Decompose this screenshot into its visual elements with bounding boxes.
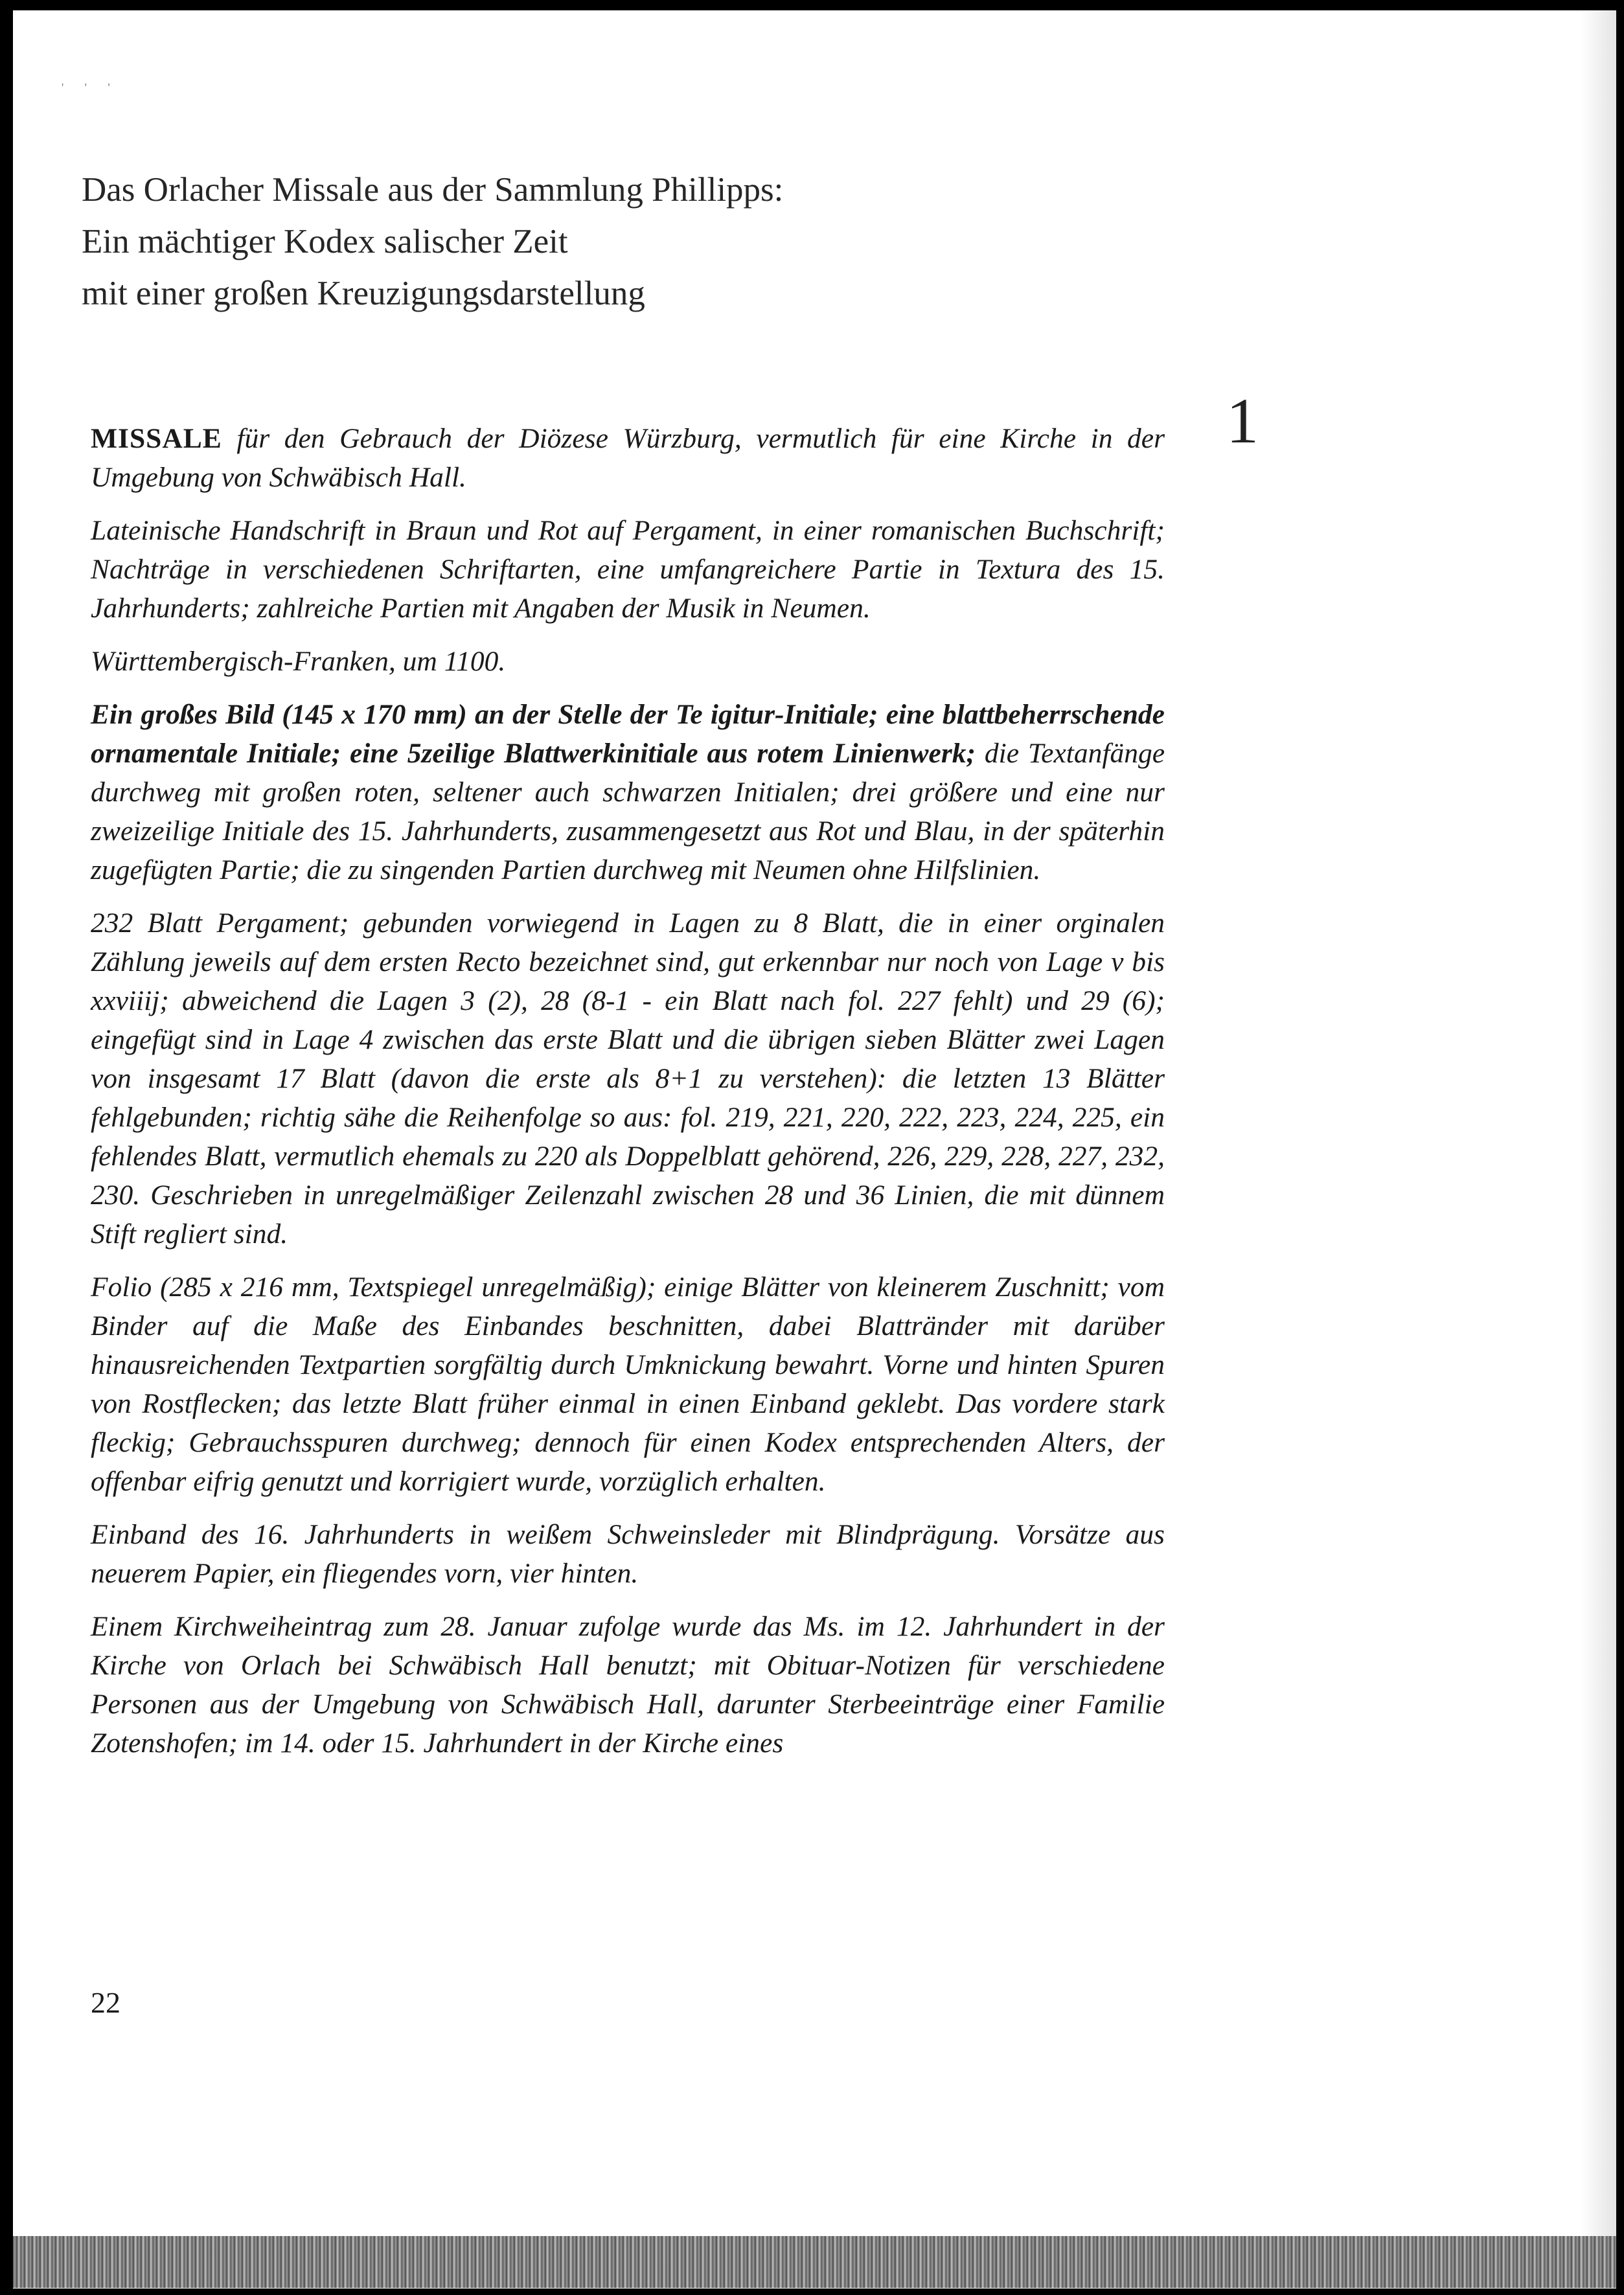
binding-paragraph: Einband des 16. Jahrhunderts in weißem Schweinsleder mit Blindprägung. Vorsätze aus neuerem Papier, ein fliegendes vorn, vier hinten. [91,1519,1165,1589]
intro-text: für den Gebrauch der Diözese Würzburg, vermutlich für eine Kirche in der Umgebung von Schwäbisch Hall. [91,423,1165,493]
collation-paragraph: 232 Blatt Pergament; gebunden vorwiegend in Lagen zu 8 Blatt, die in einer orginalen Zählung jeweils auf dem ersten Recto bezeichnet sind, gut erkennbar nur noch von Lage v bis xxviiij; abweichend die Lagen 3 (2), 28 (8-1 - ein Blatt nach fol. 227 fehlt) und 29 (6); eingefügt sind in Lage 4 zwischen das erste Blatt und die übrigen sieben Blätter zwei Lagen von insgesamt 17 Blatt (davon die erste als 8+1 zu verstehen): die letzten 13 Blätter fehlgebunden; richtig sähe die Reihenfolge so aus: fol. 219, 221, 220, 222, 223, 224, 225, ein fehlendes Blatt, vermutlich ehemals zu 220 als Doppelblatt gehörend, 226, 229, 228, 227, 232, 230. Geschrieben in unregelmäßiger Zeilenzahl zwischen 28 und 36 Linien, die mit dünnem Stift regliert sind. [91,908,1165,1250]
page-title [82,164,1053,319]
provenance-paragraph: Einem Kirchweiheintrag zum 28. Januar zufolge wurde das Ms. im 12. Jahrhundert in der Kirche von Orlach bei Schwäbisch Hall benutzt; mit Obituar-Notizen für verschiedene Personen aus der Umgebung von Schwäbisch Hall, darunter Sterbeeinträge einer Familie Zotenshofen; im 14. oder 15. Jahrhundert in der Kirche eines [91,1611,1165,1759]
scan-bottom-band [13,2236,1616,2288]
origin-paragraph: Württembergisch-Franken, um 1100. [91,646,506,677]
decoration-text: die Textanfänge durchweg mit großen roten, seltener auch schwarzen Initialen; drei größere und eine nur zweizeilige Initiale des 15. Jahrhunderts, zusammengesetzt aus Rot und Blau, in der späterhin zugefügten Partie; die zu singenden Partien durchweg mit Neumen ohne Hilfslinien. [91,738,1165,885]
decoration-paragraph [91,695,1165,889]
catalog-entry [91,419,1165,1777]
intro-heading: MISSALE [91,423,222,454]
entry-number: 1 [1226,385,1259,457]
page-number: 22 [91,1986,120,2019]
format-paragraph: Folio (285 x 216 mm, Textspiegel unregelmäßig); einige Blätter von kleinerem Zuschnitt; vom Binder auf die Maße des Einbandes beschnitten, dabei Blattränder mit darüber hinausreichenden Textpartien sorgfältig durch Umknickung bewahrt. Vorne und hinten Spuren von Rostflecken; das letzte Blatt früher einmal in einen Einband geklebt. Das vordere stark fleckig; Gebrauchsspuren durchweg; dennoch für einen Kodex entsprechenden Alters, der offenbar eifrig genutzt und korrigiert wurde, vorzüglich erhalten. [91,1272,1165,1497]
title-line-3: mit einer großen Kreuzigungsdarstellung [82,275,645,312]
script-paragraph: Lateinische Handschrift in Braun und Rot auf Pergament, in einer romanischen Buchschrift; Nachträge in verschiedenen Schriftarten, eine umfangreichere Partie in Textura des 15. Jahrhunderts; zahlreiche Partien mit Angaben der Musik in Neumen. [91,515,1165,624]
scan-edge-shadow [1581,10,1616,2236]
title-line-1: Das Orlacher Missale aus der Sammlung Phillipps: [82,171,784,209]
decoration-highlight: Ein großes Bild (145 x 170 mm) an der Stelle der Te igitur-Initiale; eine blattbeherrschende ornamentale Initiale; eine 5zeilige Blattwerkinitiale aus rotem Linienwerk; [91,699,1165,769]
title-line-2: Ein mächtiger Kodex salischer Zeit [82,223,568,260]
scan-specks: ' ' ' [62,81,119,94]
intro-paragraph [91,419,1165,497]
